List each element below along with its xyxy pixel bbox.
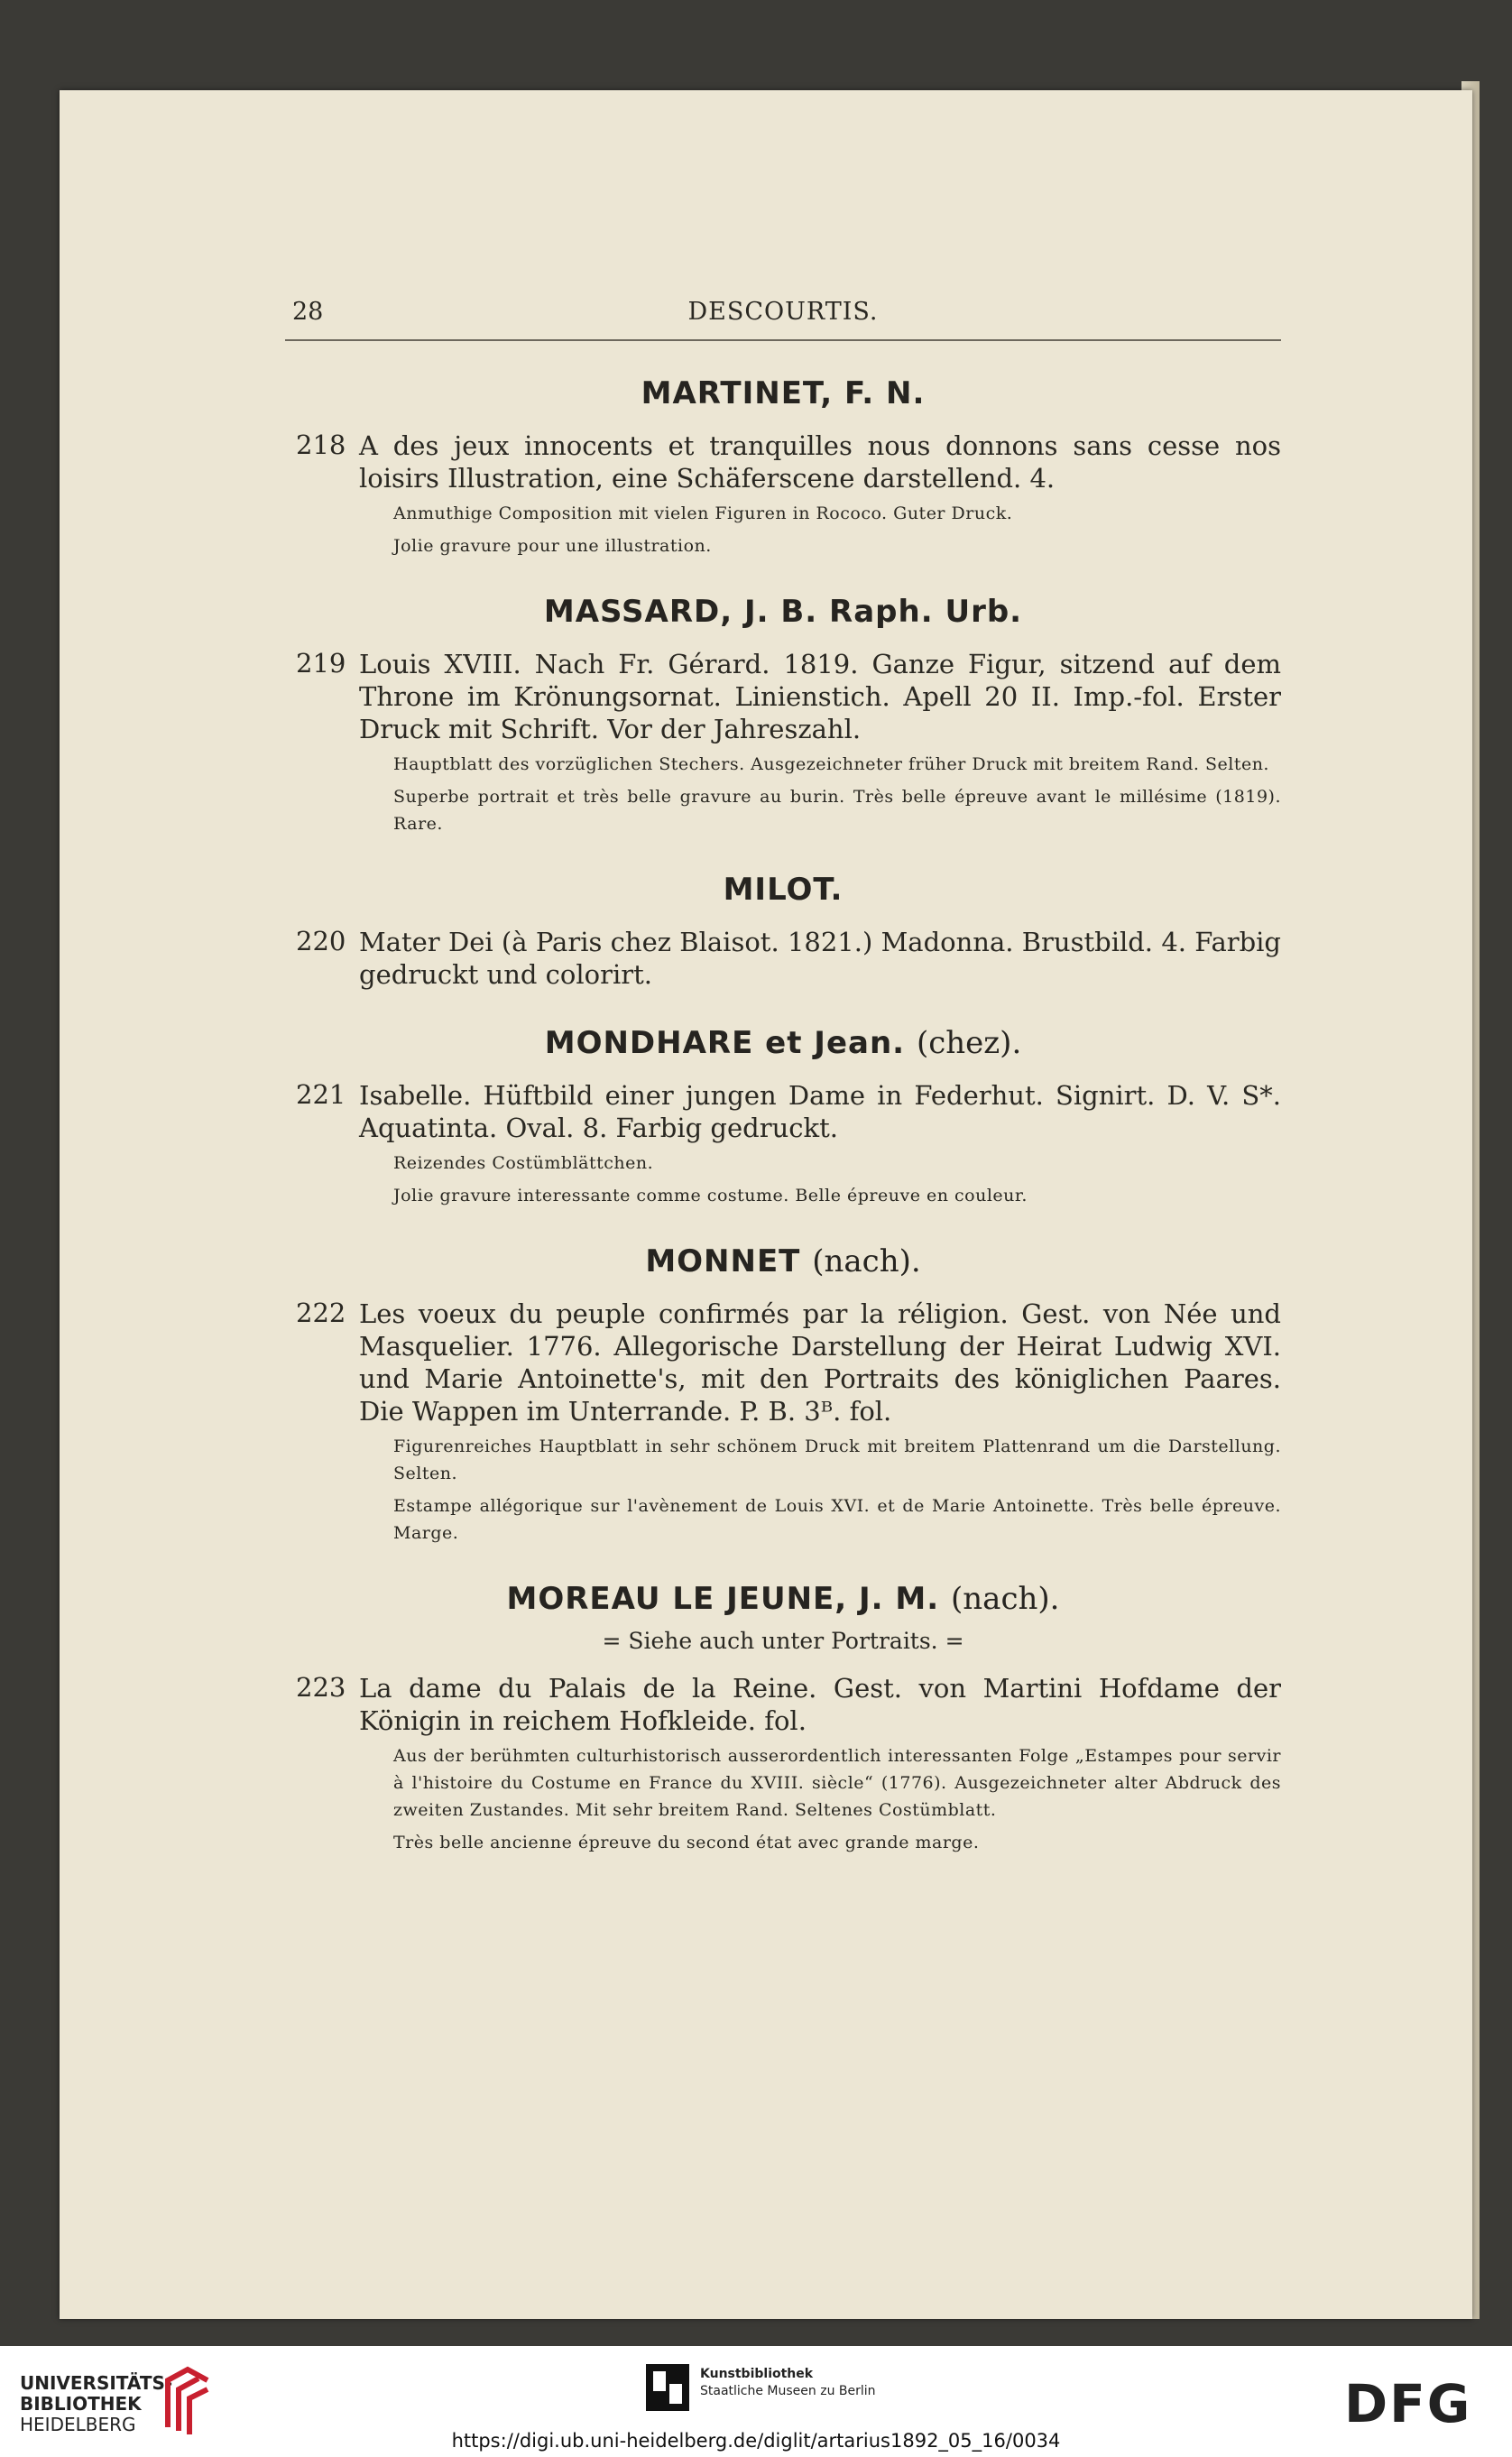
entry-note: Aus der berühmten culturhistorisch ausserordentlich interessanten Folge „Estampes pour servir à l'histoire du Costume en France du XVIII. siècle“ (1776). Ausgezeichneter alter Abdruck des zweiten Zustandes. Mit sehr breitem Rand. Seltenes Costümblatt. xyxy=(393,1746,1281,1820)
ub-logo-icon xyxy=(161,2364,213,2434)
catalogue-entry xyxy=(285,926,1281,991)
kb-line-2: Staatliche Museen zu Berlin xyxy=(700,2384,876,2398)
entry-number: 223 xyxy=(296,1672,346,1703)
running-title: DESCOURTIS. xyxy=(687,298,879,326)
catalogue-entry xyxy=(285,1672,1281,1856)
entry-description: Mater Dei (à Paris chez Blaisot. 1821.) Madonna. Brustbild. 4. Farbig gedruckt und colorirt. xyxy=(359,927,1281,990)
artist-name: MILOT. xyxy=(723,872,844,908)
entry-note: Jolie gravure pour une illustration. xyxy=(393,536,712,556)
ub-logo-line-2: BIBLIOTHEK xyxy=(20,2393,142,2415)
catalogue-entry xyxy=(285,648,1281,837)
artist-name: MASSARD, J. B. Raph. Urb. xyxy=(543,594,1023,630)
section-heading xyxy=(285,1025,1281,1061)
kunstbibliothek-logo[interactable] xyxy=(700,2366,876,2400)
page-number: 28 xyxy=(292,298,324,326)
entry-description: Louis XVIII. Nach Fr. Gérard. 1819. Ganze Figur, sitzend auf dem Throne im Krönungsornat. Linienstich. Apell 20 II. Imp.-fol. Erster Druck mit Schrift. Vor der Jahreszahl. xyxy=(359,649,1281,744)
entry-description: La dame du Palais de la Reine. Gest. von Martini Hofdame der Königin in reichem Hofkleide. fol. xyxy=(359,1673,1281,1736)
artist-role: (chez). xyxy=(916,1025,1022,1061)
entry-note: Très belle ancienne épreuve du second état avec grande marge. xyxy=(393,1833,980,1852)
artist-name: MONDHARE et Jean. xyxy=(544,1025,906,1061)
ub-heidelberg-logo[interactable] xyxy=(20,2373,172,2435)
see-also-note: = Siehe auch unter Portraits. = xyxy=(602,1628,964,1654)
entry-note: Hauptblatt des vorzüglichen Stechers. Ausgezeichneter früher Druck mit breitem Rand. Selten. xyxy=(393,754,1269,774)
artist-name: MARTINET, F. N. xyxy=(641,375,926,411)
artist-name: MONNET xyxy=(645,1243,801,1279)
entry-note: Reizendes Costümblättchen. xyxy=(393,1153,654,1173)
entry-note: Estampe allégorique sur l'avènement de Louis XVI. et de Marie Antoinette. Très belle épreuve. Marge. xyxy=(393,1496,1281,1543)
entry-number: 219 xyxy=(296,648,346,679)
entry-number: 221 xyxy=(296,1079,346,1110)
artist-role: (nach). xyxy=(812,1243,921,1279)
source-url[interactable]: https://digi.ub.uni-heidelberg.de/diglit/artarius1892_05_16/0034 xyxy=(451,2430,1061,2452)
section-heading xyxy=(285,594,1281,630)
section-heading xyxy=(285,375,1281,411)
section-heading xyxy=(285,872,1281,908)
entry-number: 220 xyxy=(296,926,346,956)
page-content xyxy=(285,298,1281,1865)
dfg-logo[interactable]: DFG xyxy=(1344,2373,1472,2434)
section-heading xyxy=(285,1581,1281,1617)
catalogue-entry xyxy=(285,1079,1281,1209)
entry-description: A des jeux innocents et tranquilles nous donnons sans cesse nos loisirs Illustration, eine Schäferscene darstellend. 4. xyxy=(359,430,1281,494)
catalogue-entry xyxy=(285,430,1281,559)
entry-description: Les voeux du peuple confirmés par la réligion. Gest. von Née und Masquelier. 1776. Allegorische Darstellung der Heirat Ludwig XVI. und Marie Antoinette's, mit den Portraits des königlichen Paares. Die Wappen im Unterrande. P. B. 3ᴮ. fol. xyxy=(359,1298,1281,1427)
entry-note: Anmuthige Composition mit vielen Figuren in Rococo. Guter Druck. xyxy=(393,503,1013,523)
catalogue-sections xyxy=(285,375,1281,1856)
section-heading xyxy=(285,1243,1281,1279)
ub-logo-line-1: UNIVERSITÄTS- xyxy=(20,2372,173,2394)
entry-note: Jolie gravure interessante comme costume. Belle épreuve en couleur. xyxy=(393,1186,1028,1205)
entry-description: Isabelle. Hüftbild einer jungen Dame in Federhut. Signirt. D. V. S*. Aquatinta. Oval. 8. Farbig gedruckt. xyxy=(359,1080,1281,1143)
running-head xyxy=(285,298,1281,341)
artist-name: MOREAU LE JEUNE, J. M. xyxy=(506,1581,940,1617)
kb-line-1: Kunstbibliothek xyxy=(700,2367,814,2381)
entry-note: Superbe portrait et très belle gravure au burin. Très belle épreuve avant le millésime (1819). Rare. xyxy=(393,787,1281,834)
kunstbibliothek-logo-icon xyxy=(646,2364,689,2411)
entry-note: Figurenreiches Hauptblatt in sehr schönem Druck mit breitem Plattenrand um die Darstellung. Selten. xyxy=(393,1436,1281,1483)
catalogue-entry xyxy=(285,1298,1281,1547)
footer-bar xyxy=(0,2346,1512,2457)
entry-number: 218 xyxy=(296,430,346,460)
ub-logo-line-3: HEIDELBERG xyxy=(20,2414,136,2435)
artist-role: (nach). xyxy=(951,1581,1060,1617)
entry-number: 222 xyxy=(296,1298,346,1328)
